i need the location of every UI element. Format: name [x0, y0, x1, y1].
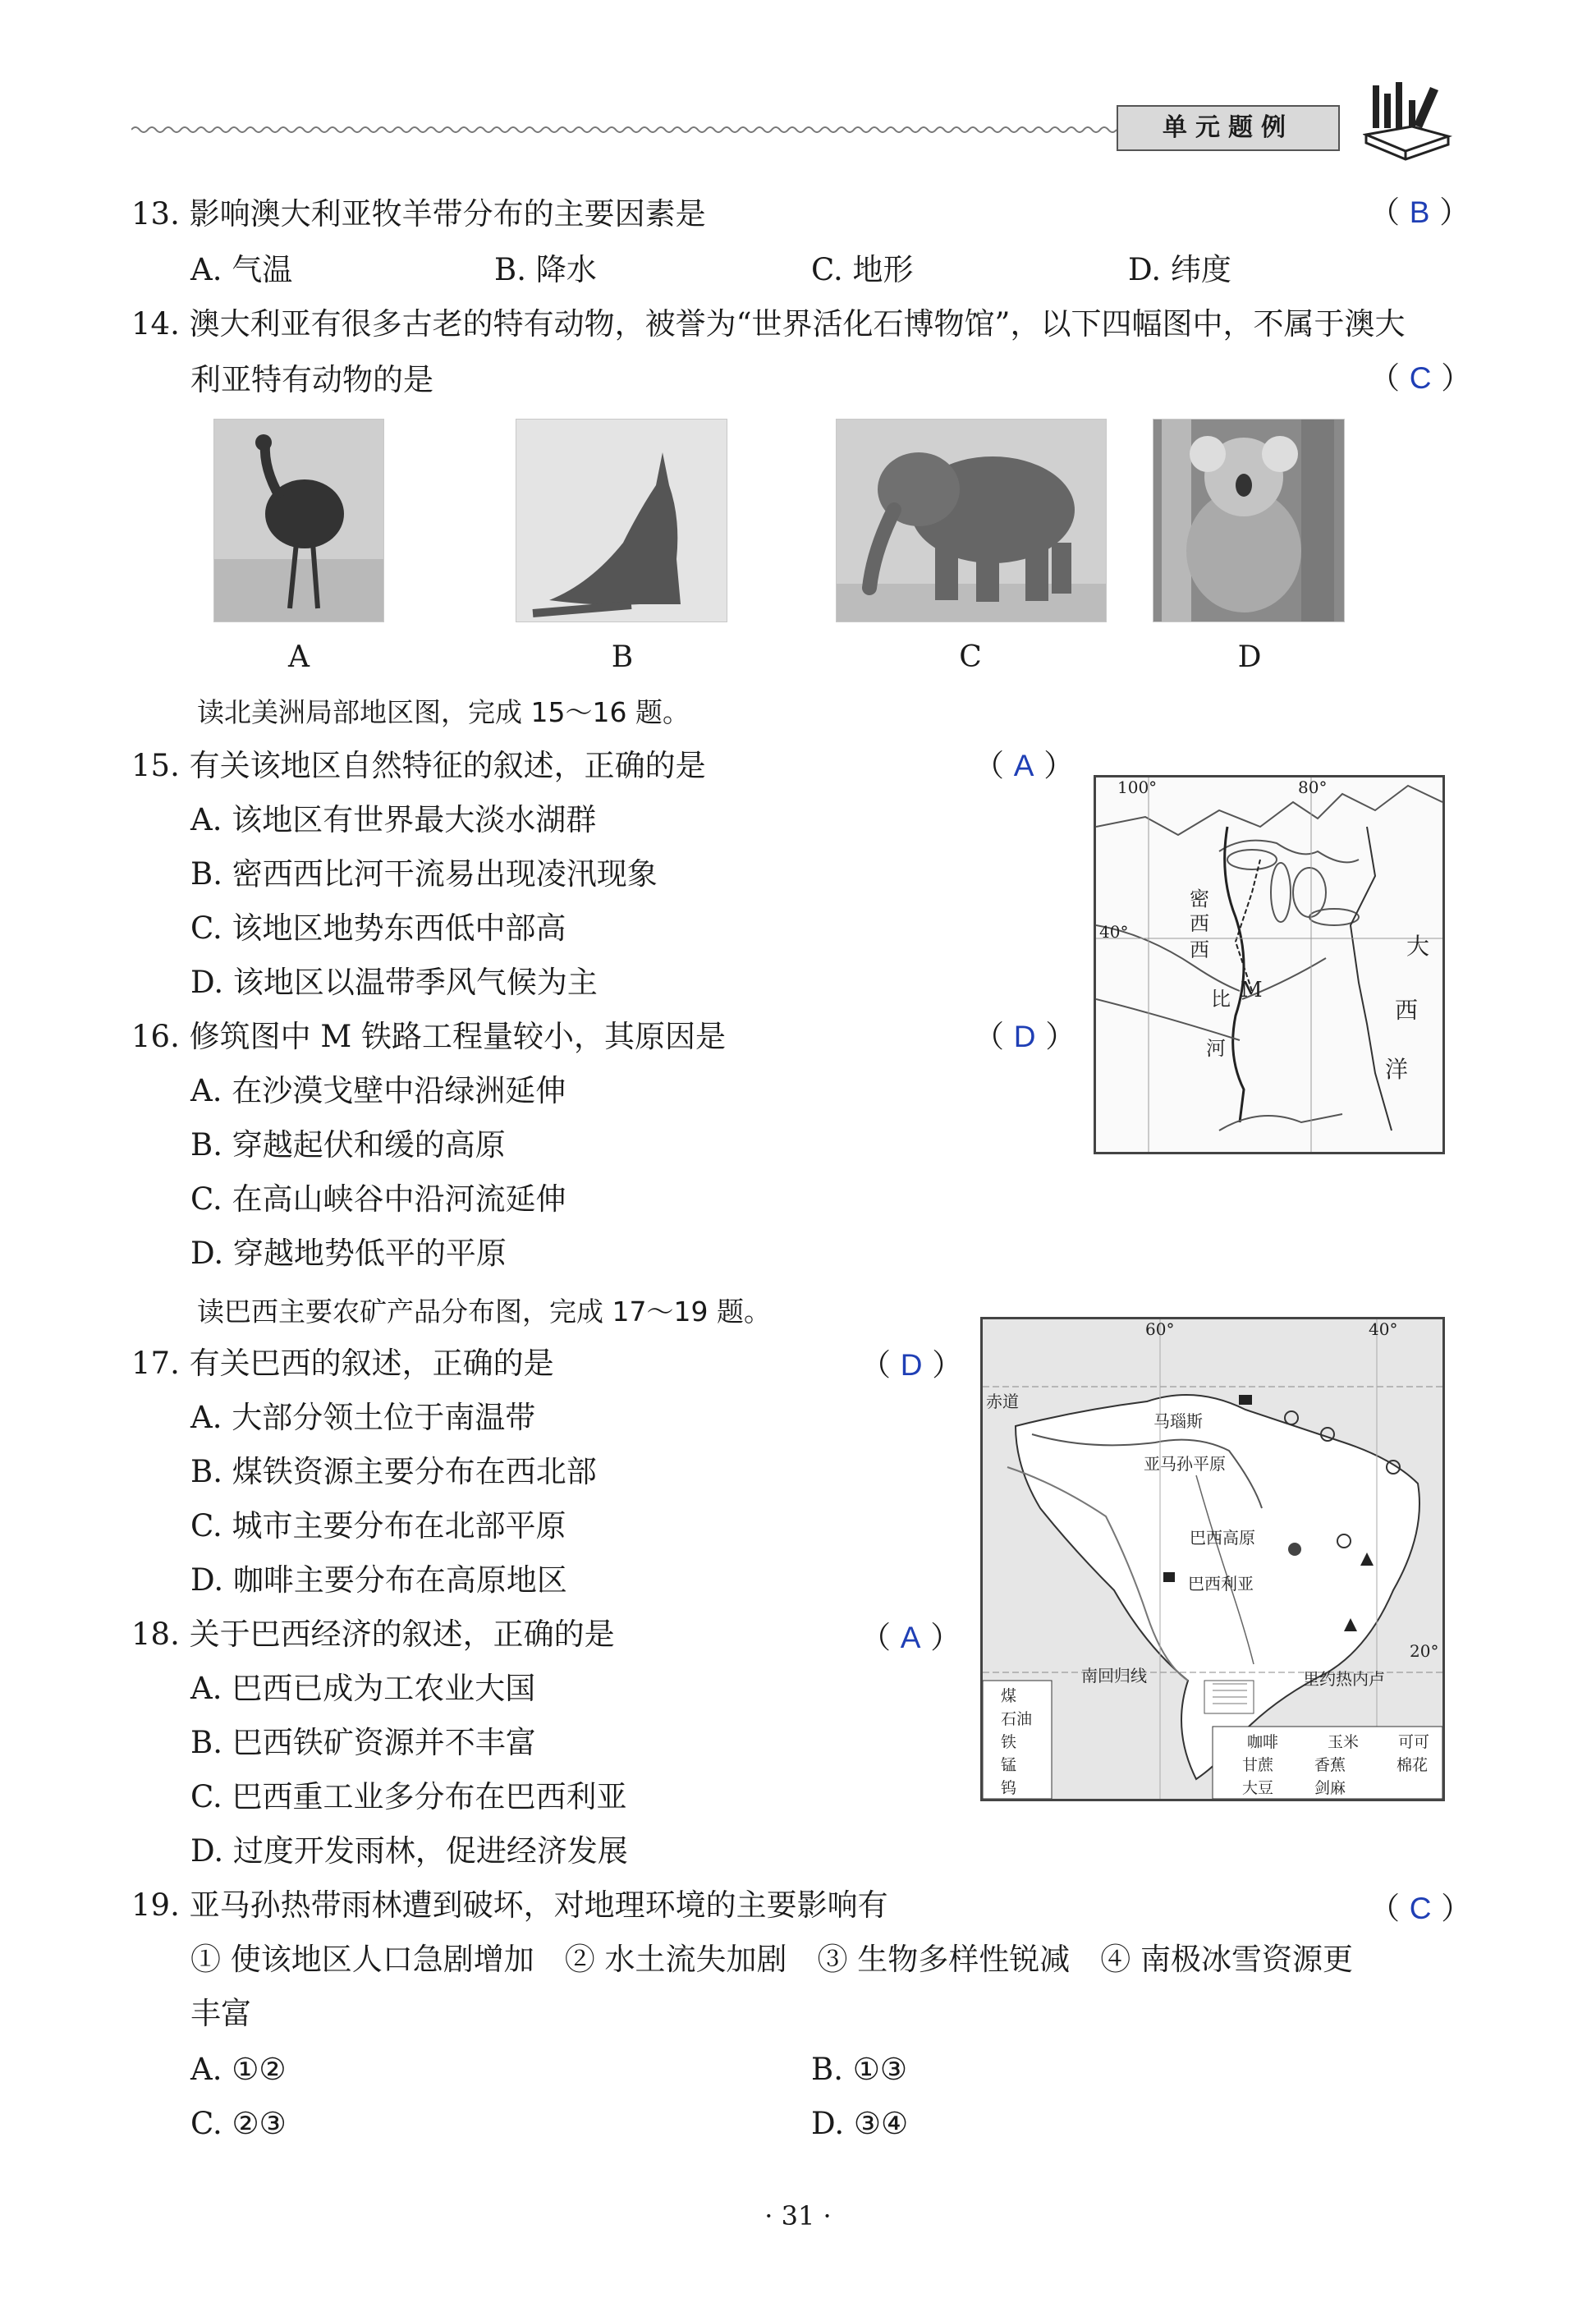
- legend-banana: 香蕉: [1314, 1756, 1346, 1774]
- place-brazil-plateau: 巴西高原: [1190, 1528, 1255, 1548]
- br-lat-20: 20°: [1410, 1641, 1439, 1661]
- q16-stem: 16. 修筑图中 M 铁路工程量较小，其原因是: [131, 1019, 727, 1054]
- picture-label-c: C: [959, 640, 982, 674]
- q19-statements-line1: ① 使该地区人口急剧增加 ② 水土流失加剧 ③ 生物多样性锐减 ④ 南极冰雪资源更: [190, 1942, 1354, 1977]
- brazil-intro: 读巴西主要农矿产品分布图，完成 17～19 题。: [197, 1296, 771, 1328]
- q18-option-a: A. 巴西已成为工农业大国: [190, 1671, 536, 1706]
- header-wavy-line: [131, 122, 1117, 138]
- book-logo-icon: [1363, 76, 1453, 166]
- emu-photo: [213, 419, 384, 622]
- legend-corn: 玉米: [1328, 1733, 1360, 1751]
- railway-label-m: M: [1241, 978, 1263, 1002]
- elephant-photo: [836, 419, 1107, 622]
- q18-answer: （ A ）: [860, 1620, 961, 1655]
- q16-option-a: A. 在沙漠戈壁中沿绿洲延伸: [190, 1073, 566, 1108]
- legend-tungsten: 钨: [1001, 1779, 1017, 1797]
- picture-label-d: D: [1237, 640, 1262, 674]
- q16-option-d: D. 穿越地势低平的平原: [190, 1236, 507, 1271]
- q16-option-c: C. 在高山峡谷中沿河流延伸: [190, 1181, 566, 1217]
- q19-option-d: D. ③④: [811, 2106, 909, 2141]
- ocean-char-1: 大: [1406, 933, 1430, 960]
- q19-answer: （ C ）: [1369, 1891, 1472, 1926]
- q15-stem: 15. 有关该地区自然特征的叙述，正确的是: [131, 748, 706, 783]
- q17-answer: （ D ）: [860, 1347, 963, 1383]
- q17-option-d: D. 咖啡主要分布在高原地区: [190, 1562, 567, 1598]
- q18-option-d: D. 过度开发雨林，促进经济发展: [190, 1833, 628, 1869]
- river-char-4: 比: [1211, 988, 1231, 1011]
- koala-photo: [1153, 419, 1345, 622]
- place-rio: 里约热内卢: [1303, 1669, 1385, 1689]
- legend-cotton: 棉花: [1396, 1756, 1429, 1774]
- q18-option-b: B. 巴西铁矿资源并不丰富: [190, 1725, 536, 1760]
- kangaroo-photo: [516, 419, 727, 622]
- q13-option-a: A. 气温: [190, 252, 293, 287]
- legend-coffee: 咖啡: [1247, 1733, 1279, 1751]
- page-number: · 31 ·: [764, 2200, 832, 2231]
- section-header: 单元题例: [1117, 105, 1340, 151]
- q19-option-c: C. ②③: [190, 2106, 287, 2141]
- north-america-intro: 读北美洲局部地区图，完成 15～16 题。: [197, 696, 690, 728]
- tropic-label: 南回归线: [1081, 1666, 1147, 1686]
- river-char-5: 河: [1206, 1037, 1226, 1060]
- place-amazon-plain: 亚马孙平原: [1144, 1454, 1226, 1474]
- q13-option-d: D. 纬度: [1128, 252, 1231, 287]
- river-char-3: 西: [1190, 938, 1209, 961]
- picture-label-a: A: [288, 640, 310, 674]
- br-lon-40: 40°: [1369, 1319, 1398, 1339]
- q16-option-b: B. 穿越起伏和缓的高原: [190, 1127, 506, 1163]
- legend-iron: 铁: [1001, 1733, 1017, 1751]
- picture-label-b: B: [611, 640, 634, 674]
- ocean-char-3: 洋: [1385, 1056, 1409, 1083]
- q15-option-a: A. 该地区有世界最大淡水湖群: [190, 802, 597, 837]
- legend-manganese: 锰: [1001, 1756, 1017, 1774]
- brazil-map: [980, 1317, 1445, 1801]
- q19-stem: 19. 亚马孙热带雨林遭到破坏，对地理环境的主要影响有: [131, 1887, 888, 1923]
- na-lat-40: 40°: [1099, 922, 1129, 942]
- q17-stem: 17. 有关巴西的叙述，正确的是: [131, 1346, 554, 1381]
- q13-stem: 13. 影响澳大利亚牧羊带分布的主要因素是: [131, 196, 706, 232]
- na-lon-100: 100°: [1117, 777, 1158, 797]
- q17-option-c: C. 城市主要分布在北部平原: [190, 1508, 566, 1543]
- equator-label: 赤道: [986, 1392, 1019, 1411]
- legend-sugarcane: 甘蔗: [1242, 1756, 1274, 1774]
- q18-stem: 18. 关于巴西经济的叙述，正确的是: [131, 1617, 615, 1652]
- q18-option-c: C. 巴西重工业多分布在巴西利亚: [190, 1779, 627, 1814]
- q13-option-b: B. 降水: [494, 252, 597, 287]
- q13-option-c: C. 地形: [811, 252, 914, 287]
- place-manaus: 马瑙斯: [1153, 1411, 1203, 1431]
- na-lon-80: 80°: [1298, 777, 1328, 797]
- q19-option-a: A. ①②: [190, 2052, 287, 2087]
- q17-option-b: B. 煤铁资源主要分布在西北部: [190, 1454, 597, 1489]
- river-char-2: 西: [1190, 912, 1209, 935]
- q13-answer: （ B ）: [1369, 195, 1470, 230]
- q14-stem-line1: 14. 澳大利亚有很多古老的特有动物，被誉为“世界活化石博物馆”，以下四幅图中，不属于澳大: [131, 306, 1406, 342]
- legend-soybean: 大豆: [1242, 1779, 1274, 1797]
- q15-option-d: D. 该地区以温带季风气候为主: [190, 965, 598, 1000]
- br-lon-60: 60°: [1145, 1319, 1175, 1339]
- q17-option-a: A. 大部分领土位于南温带: [190, 1400, 536, 1435]
- place-brasilia: 巴西利亚: [1188, 1574, 1254, 1594]
- q16-answer: （ D ）: [974, 1019, 1076, 1054]
- q19-statements-line2: 丰富: [190, 1996, 251, 2031]
- q15-option-b: B. 密西西比河干流易出现凌汛现象: [190, 856, 658, 892]
- q14-answer: （ C ）: [1369, 360, 1472, 396]
- legend-cocoa: 可可: [1398, 1733, 1430, 1751]
- legend-coal: 煤: [1001, 1687, 1017, 1705]
- north-america-map: [1094, 775, 1445, 1154]
- q15-option-c: C. 该地区地势东西低中部高: [190, 910, 566, 946]
- q15-answer: （ A ）: [974, 748, 1075, 783]
- q14-stem-line2: 利亚特有动物的是: [190, 362, 433, 397]
- q19-option-b: B. ①③: [811, 2052, 908, 2087]
- ocean-char-2: 西: [1395, 997, 1419, 1024]
- legend-oil: 石油: [1001, 1710, 1033, 1728]
- river-char-1: 密: [1190, 887, 1209, 910]
- legend-sisal: 剑麻: [1314, 1779, 1346, 1797]
